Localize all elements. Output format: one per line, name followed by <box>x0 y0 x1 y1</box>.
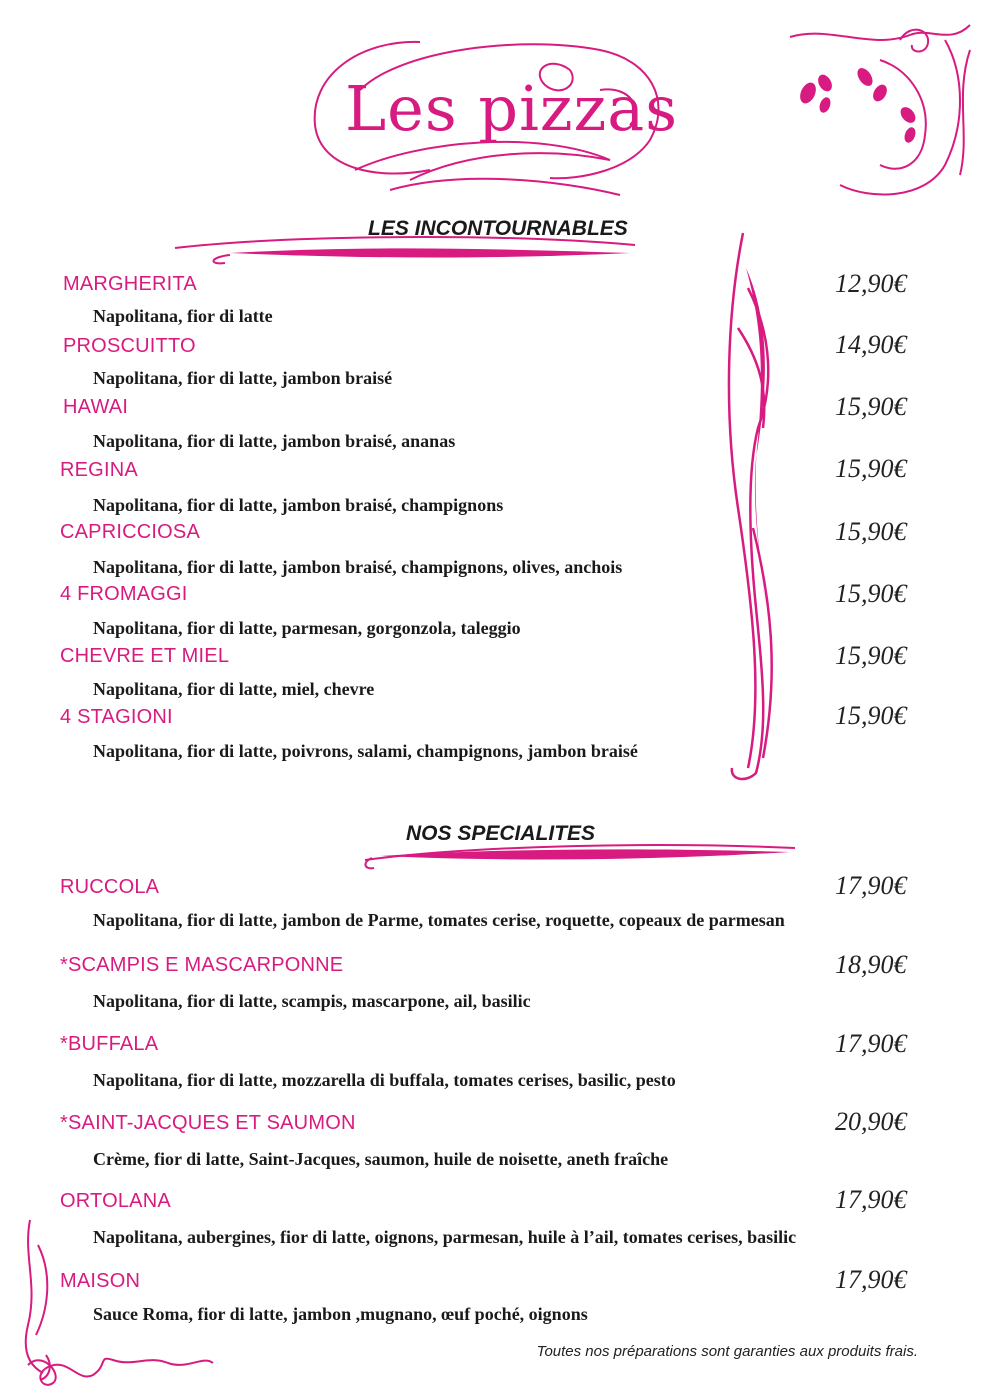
section-heading-incontournables: LES INCONTOURNABLES <box>368 217 628 240</box>
menu-item-description: Napolitana, fior di latte <box>93 306 273 326</box>
menu-item-price: 15,90€ <box>835 392 907 421</box>
menu-item-description: Napolitana, fior di latte, poivrons, salami, champignons, jambon braisé <box>93 741 638 761</box>
menu-item-description: Napolitana, fior di latte, jambon de Parme, tomates cerise, roquette, copeaux de parmesan <box>93 910 785 930</box>
menu-item-description: Sauce Roma, fior di latte, jambon ,mugnano, œuf poché, oignons <box>93 1304 588 1324</box>
menu-item-name: HAWAI <box>63 396 129 418</box>
corner-ornament-top-right <box>780 15 980 205</box>
menu-item-description: Napolitana, fior di latte, jambon braisé, champignons, olives, anchois <box>93 557 623 577</box>
menu-item-description: Napolitana, aubergines, fior di latte, oignons, parmesan, huile à l’ail, tomates cerises, basilic <box>93 1227 797 1247</box>
menu-item-price: 17,90€ <box>835 1185 907 1214</box>
section-underline-swash <box>170 235 640 275</box>
menu-item-description: Napolitana, fior di latte, jambon braisé, ananas <box>93 431 456 451</box>
menu-item-name: ORTOLANA <box>60 1190 171 1212</box>
menu-item-description: Crème, fior di latte, Saint-Jacques, saumon, huile de noisette, aneth fraîche <box>93 1149 669 1169</box>
section-underline-swash <box>360 840 800 880</box>
menu-item-description: Napolitana, fior di latte, miel, chevre <box>93 679 375 699</box>
menu-item-name: CHEVRE ET MIEL <box>60 645 230 667</box>
menu-item-description: Napolitana, fior di latte, mozzarella di buffala, tomates cerises, basilic, pesto <box>93 1070 676 1090</box>
menu-item-name: *SAINT-JACQUES ET SAUMON <box>60 1112 356 1134</box>
footer-note: Toutes nos préparations sont garanties aux produits frais. <box>536 1343 918 1360</box>
section-heading-specialites: NOS SPECIALITES <box>406 822 596 845</box>
corner-ornament-bottom-left <box>18 1215 218 1390</box>
menu-item-price: 15,90€ <box>835 579 907 608</box>
menu-item-price: 17,90€ <box>835 871 907 900</box>
menu-item-price: 15,90€ <box>835 517 907 546</box>
menu-item-description: Napolitana, fior di latte, jambon braisé <box>93 368 393 388</box>
menu-item-price: 15,90€ <box>835 454 907 483</box>
page-title: Les pizzas <box>345 72 679 145</box>
menu-item-name: *SCAMPIS E MASCARPONNE <box>60 954 344 976</box>
menu-item-name: *BUFFALA <box>60 1033 159 1055</box>
menu-item-price: 15,90€ <box>835 641 907 670</box>
menu-item-price: 20,90€ <box>835 1107 907 1136</box>
menu-item-name: PROSCUITTO <box>63 335 196 357</box>
menu-item-description: Napolitana, fior di latte, scampis, mascarpone, ail, basilic <box>93 991 531 1011</box>
menu-item-name: MARGHERITA <box>63 273 197 295</box>
menu-item-price: 12,90€ <box>835 269 907 298</box>
menu-item-name: 4 FROMAGGI <box>60 583 188 605</box>
menu-item-name: REGINA <box>60 459 138 481</box>
menu-item-description: Napolitana, fior di latte, jambon braisé, champignons <box>93 495 504 515</box>
menu-item-price: 17,90€ <box>835 1029 907 1058</box>
menu-item-name: CAPRICCIOSA <box>60 521 201 543</box>
menu-item-price: 18,90€ <box>835 950 907 979</box>
menu-item-description: Napolitana, fior di latte, parmesan, gorgonzola, taleggio <box>93 618 521 638</box>
vertical-swash-ornament <box>718 228 788 788</box>
menu-item-price: 15,90€ <box>835 701 907 730</box>
menu-item-name: RUCCOLA <box>60 876 160 898</box>
menu-item-name: 4 STAGIONI <box>60 706 173 728</box>
menu-item-price: 14,90€ <box>835 330 907 359</box>
menu-item-price: 17,90€ <box>835 1265 907 1294</box>
menu-item-name: MAISON <box>60 1270 141 1292</box>
